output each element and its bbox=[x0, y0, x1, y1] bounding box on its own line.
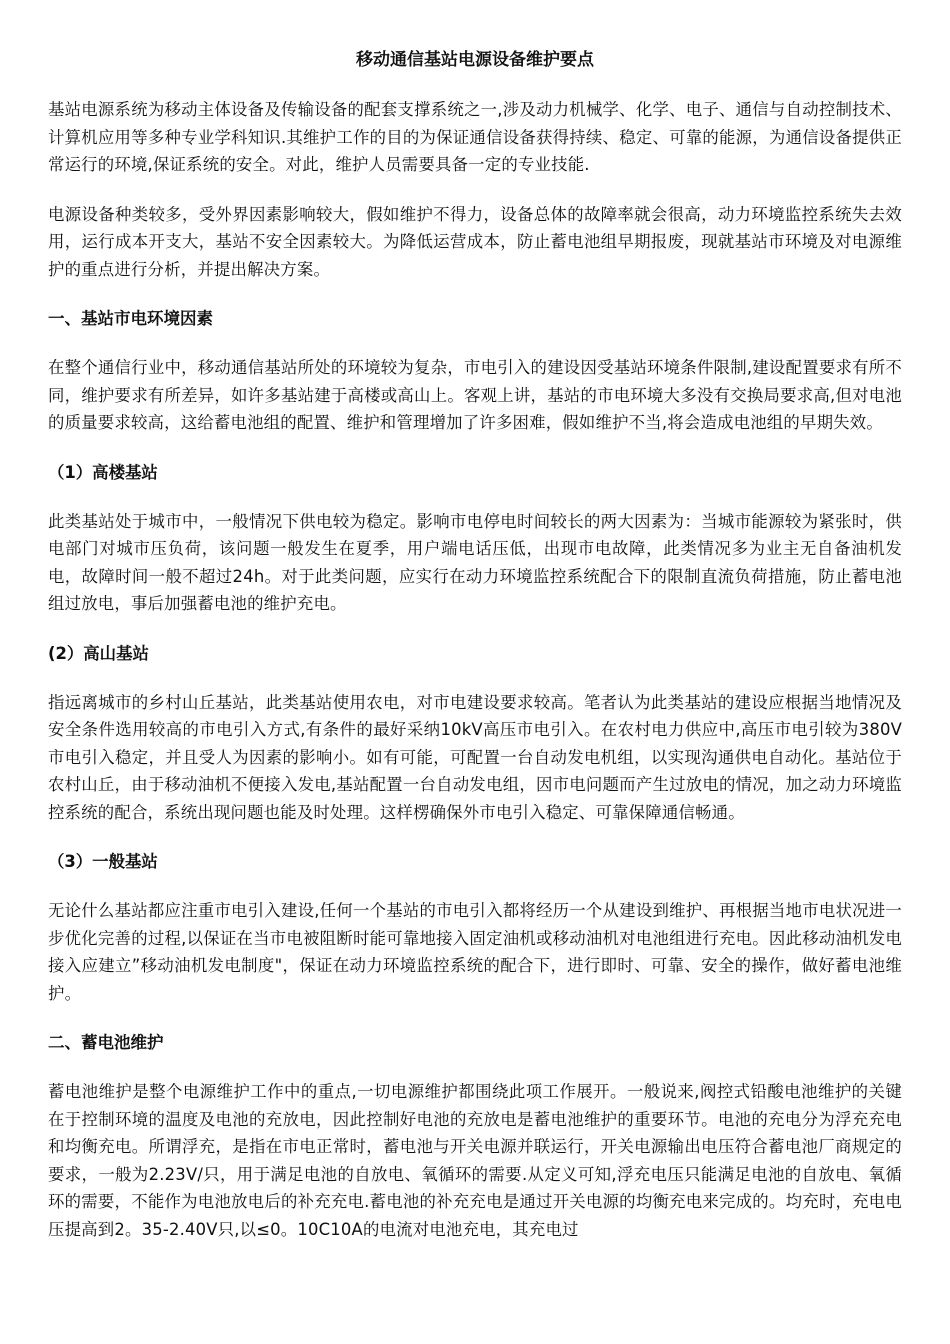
section-heading-mains-environment: 一、基站市电环境因素 bbox=[48, 309, 213, 328]
intro-paragraph-2: 电源设备种类较多，受外界因素影响较大，假如维护不得力，设备总体的故障率就会很高，动力环境监控系统失去效用，运行成本开支大，基站不安全因素较大。为降低运营成本，防止蓄电池组早期报废，现就基站市环境及对电源维护的重点进行分析，并提出解决方案。 bbox=[48, 204, 902, 279]
intro-paragraph-1: 基站电源系统为移动主体设备及传输设备的配套支撑系统之一,涉及动力机械学、化学、电子、通信与自动控制技术、计算机应用等多种专业学科知识.其维护工作的目的为保证通信设备获得持续、稳定、可靠的能源，为通信设备提供正常运行的环境,保证系统的安全。对此，维护人员需要具备一定的专业技能. bbox=[48, 100, 902, 174]
battery-maintenance-paragraph: 蓄电池维护是整个电源维护工作中的重点,一切电源维护都围绕此项工作展开。一般说来,阀控式铅酸电池维护的关键在于控制环境的温度及电池的充放电，因此控制好电池的充放电是蓄电池维护的重要环节。电池的充电分为浮充充电和均衡充电。所谓浮充，是指在市电正常时，蓄电池与开关电源并联运行，开关电源输出电压符合蓄电池厂商规定的要求，一般为2.23V/只，用于满足电池的自放电、氧循环的需要.从定义可知,浮充电压只能满足电池的自放电、氧循环的需要，不能作为电池放电后的补充充电.蓄电池的补充充电是通过开关电源的均衡充电来完成的。均充时，充电电压提高到2。35-2.40V只,以≤0。10C10A的电流对电池充电，其充电过 bbox=[48, 1082, 902, 1239]
general-station-paragraph: 无论什么基站都应注重市电引入建设,任何一个基站的市电引入都将经历一个从建设到维护、再根据当地市电状况进一步优化完善的过程,以保证在当市电被阻断时能可靠地接入固定油机或移动油机对电池组进行充电。因此移动油机发电接入应建立”移动油机发电制度"，保证在动力环境监控系统的配合下，进行即时、可靠、安全的操作，做好蓄电池维护。 bbox=[48, 901, 902, 1003]
highrise-station-paragraph: 此类基站处于城市中，一般情况下供电较为稳定。影响市电停电时间较长的两大因素为：当城市能源较为紧张时，供电部门对城市压负荷，该问题一般发生在夏季，用户端电话压低，出现市电故障，此类情况多为业主无自备油机发电，故障时间一般不超过24h。对于此类问题，应实行在动力环境监控系统配合下的限制直流负荷措施，防止蓄电池组过放电，事后加强蓄电池的维护充电。 bbox=[48, 511, 902, 613]
section-heading-battery-maintenance: 二、蓄电池维护 bbox=[48, 1033, 164, 1052]
subheading-general-station: （3）一般基站 bbox=[48, 852, 158, 871]
mountain-station-paragraph: 指远离城市的乡村山丘基站，此类基站使用农电，对市电建设要求较高。笔者认为此类基站的建设应根据当地情况及安全条件选用较高的市电引入方式,有条件的最好采纳10kV高压市电引入。在农村电力供应中,高压市电引较为380V市电引入稳定，并且受人为因素的影响小。如有可能，可配置一台自动发电机组，以实现沟通供电自动化。基站位于农村山丘，由于移动油机不便接入发电,基站配置一台自动发电组，因市电问题而产生过放电的情况，加之动力环境监控系统的配合，系统出现问题也能及时处理。这样楞确保外市电引入稳定、可靠保障通信畅通。 bbox=[48, 692, 902, 822]
subheading-mountain-station: (2）高山基站 bbox=[48, 643, 149, 663]
section1-paragraph: 在整个通信行业中，移动通信基站所处的环境较为复杂，市电引入的建设因受基站环境条件限制,建设配置要求有所不同，维护要求有所差异，如许多基站建于高楼或高山上。客观上讲，基站的市电环境大多没有交换局要求高,但对电池的质量要求较高，这给蓄电池组的配置、维护和管理增加了许多困难，假如维护不当,将会造成电池组的早期失效。 bbox=[48, 358, 902, 432]
document-title: 移动通信基站电源设备维护要点 bbox=[356, 50, 594, 70]
subheading-highrise-station: （1）高楼基站 bbox=[48, 462, 158, 482]
